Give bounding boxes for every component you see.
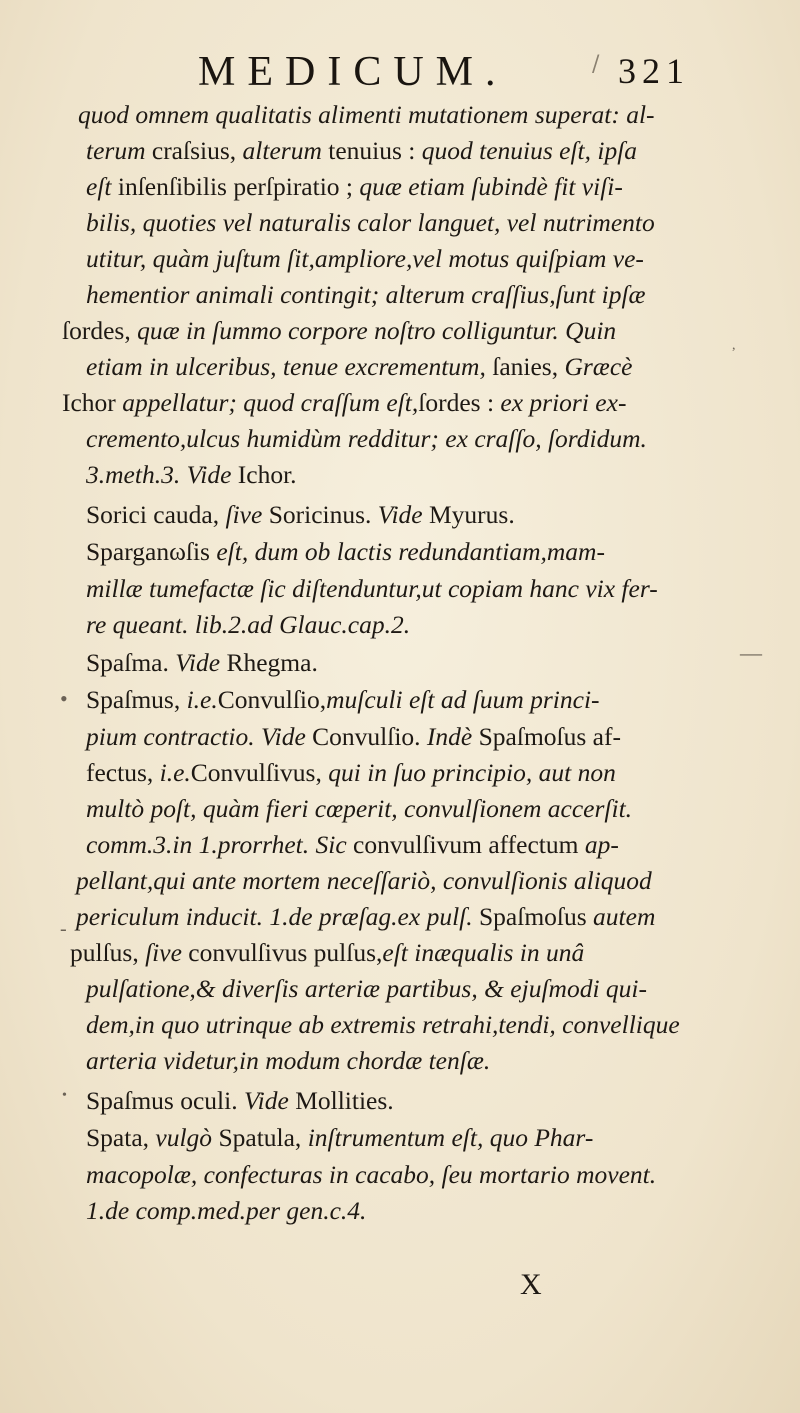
roman-text: pulſus,	[70, 938, 146, 967]
roman-text: ſanies,	[492, 352, 565, 381]
roman-text: Spata,	[86, 1123, 156, 1152]
text-line	[86, 352, 632, 382]
roman-text: Spaſma.	[86, 648, 176, 677]
roman-text: Sparganωſis	[86, 537, 217, 566]
italic-text: eſt, dum ob lactis redundantiam,mam-	[216, 537, 605, 566]
roman-text: Convulſivus,	[190, 758, 329, 787]
italic-text: ex priori ex-	[500, 388, 627, 417]
italic-text: quæ in ſummo corpore noſtro colliguntur. Quin	[137, 316, 617, 345]
text-line	[62, 316, 616, 346]
roman-text: Spatula,	[218, 1123, 308, 1152]
roman-text: craſsius,	[151, 136, 243, 165]
italic-text: quæ etiam ſubindè fit viſi-	[359, 172, 623, 201]
italic-text: alterum	[242, 136, 329, 165]
text-line	[86, 648, 318, 678]
text-line	[86, 574, 658, 604]
italic-text: autem	[593, 902, 656, 931]
catchword: X	[520, 1268, 542, 1301]
italic-text: macopolæ, confecturas in cacabo, ſeu mortario movent.	[86, 1160, 657, 1189]
margin-mark-left: -	[60, 918, 67, 940]
italic-text: quod tenuius eſt, ipſa	[421, 136, 638, 165]
italic-text: utitur, quàm juſtum ſit,ampliore,vel motus quiſpiam ve-	[86, 244, 644, 273]
text-line	[86, 136, 637, 166]
page-header	[0, 44, 800, 94]
italic-text: Vide	[243, 1086, 296, 1115]
running-head: MEDICUM.	[198, 49, 508, 95]
roman-text: Spaſmoſus af-	[478, 722, 621, 751]
text-line	[86, 1123, 593, 1153]
roman-text: ſordes,	[62, 316, 138, 345]
italic-text: qui in ſuo principio, aut non	[328, 758, 616, 787]
text-line	[78, 100, 655, 130]
text-line	[86, 830, 619, 860]
text-line	[86, 424, 647, 454]
text-line	[86, 1160, 656, 1190]
italic-text: Vide	[377, 500, 429, 529]
text-line	[86, 280, 646, 310]
roman-text: Soricinus.	[268, 500, 378, 529]
page-number: 321	[618, 51, 690, 91]
roman-text: ſordes :	[418, 388, 501, 417]
margin-mark-right: —	[740, 640, 762, 665]
roman-text: Convulſio,	[217, 685, 327, 714]
roman-text: convulſivus pulſus,	[188, 938, 383, 967]
roman-text: Convulſio.	[312, 722, 427, 751]
text-line	[86, 758, 616, 788]
italic-text: multò poſt, quàm fieri cœperit, convulſionem accerſit.	[86, 794, 633, 823]
text-line	[86, 537, 605, 567]
italic-text: 1.de comp.med.per gen.c.4.	[86, 1196, 367, 1225]
pencil-mark: /	[592, 52, 600, 77]
italic-text: pium contractio. Vide	[86, 722, 313, 751]
italic-text: ſive	[225, 500, 269, 529]
text-line	[86, 685, 600, 715]
italic-text: Græcè	[564, 352, 633, 381]
italic-text: eſt inæqualis in unâ	[382, 938, 585, 967]
italic-text: bilis, quoties vel naturalis calor languet, vel nutrimento	[86, 208, 655, 237]
italic-text: i.e.	[159, 758, 191, 787]
italic-text: appellatur; quod craſſum eſt,	[122, 388, 419, 417]
margin-mark-left: •	[62, 1088, 67, 1103]
roman-text: convulſivum affectum	[353, 830, 585, 859]
italic-text: quod omnem qualitatis alimenti mutationem superat: al-	[78, 100, 655, 129]
roman-text: inſenſibilis perſpiratio ;	[117, 172, 360, 201]
italic-text: i.e.	[186, 685, 218, 714]
roman-text: Mollities.	[295, 1086, 394, 1115]
margin-mark-right: ,	[732, 338, 736, 353]
roman-text: tenuius :	[328, 136, 422, 165]
text-line	[86, 1046, 490, 1076]
text-line	[86, 610, 410, 640]
text-line	[86, 1086, 394, 1116]
roman-text: Rhegma.	[226, 648, 318, 677]
italic-text: eſt	[86, 172, 118, 201]
italic-text: periculum inducit. 1.de præſag.ex pulſ.	[76, 902, 479, 931]
italic-text: pulſatione,& diverſis arteriæ partibus, & ejuſmodi qui-	[86, 974, 647, 1003]
roman-text: Sorici cauda,	[86, 500, 226, 529]
text-line	[86, 244, 644, 274]
text-line	[86, 208, 655, 238]
roman-text: Spaſmoſus	[478, 902, 594, 931]
roman-text: fectus,	[86, 758, 160, 787]
margin-mark-left: •	[60, 686, 68, 711]
roman-text: Spaſmus oculi.	[86, 1086, 244, 1115]
italic-text: millæ tumefactæ ſic diſtenduntur,ut copiam hanc vix fer-	[86, 574, 658, 603]
italic-text: vulgò	[155, 1123, 219, 1152]
italic-text: pellant,qui ante mortem neceſſariò, convulſionis aliquod	[76, 866, 652, 895]
roman-text: Ichor	[62, 388, 123, 417]
roman-text: Ichor.	[237, 460, 297, 489]
text-line	[70, 938, 584, 968]
italic-text: arteria videtur,in modum chordæ tenſæ.	[86, 1046, 491, 1075]
italic-text: ſive	[145, 938, 189, 967]
italic-text: inſtrumentum eſt, quo Phar-	[307, 1123, 594, 1152]
text-line	[86, 722, 621, 752]
roman-text: Myurus.	[429, 500, 515, 529]
text-line	[86, 172, 623, 202]
italic-text: terum	[86, 136, 152, 165]
italic-text: hementior animali contingit; alterum craſſius,ſunt ipſæ	[86, 280, 646, 309]
text-line	[86, 1196, 366, 1226]
text-line	[86, 1010, 680, 1040]
text-line	[86, 974, 647, 1004]
italic-text: ap-	[584, 830, 619, 859]
italic-text: Vide	[175, 648, 227, 677]
italic-text: Indè	[426, 722, 479, 751]
italic-text: re queant. lib.2.ad Glauc.cap.2.	[86, 610, 411, 639]
text-line	[86, 500, 515, 530]
italic-text: etiam in ulceribus, tenue excrementum,	[86, 352, 493, 381]
text-line	[62, 388, 626, 418]
italic-text: muſculi eſt ad ſuum princi-	[326, 685, 600, 714]
text-line	[76, 902, 655, 932]
italic-text: 3.meth.3. Vide	[86, 460, 238, 489]
text-line	[86, 460, 297, 490]
roman-text: Spaſmus,	[86, 685, 187, 714]
text-line	[76, 866, 652, 896]
text-line	[86, 794, 632, 824]
italic-text: cremento,ulcus humidùm redditur; ex craſſo, ſordidum.	[86, 424, 647, 453]
italic-text: dem,in quo utrinque ab extremis retrahi,tendi, convellique	[86, 1010, 680, 1039]
italic-text: comm.3.in 1.prorrhet. Sic	[86, 830, 354, 859]
